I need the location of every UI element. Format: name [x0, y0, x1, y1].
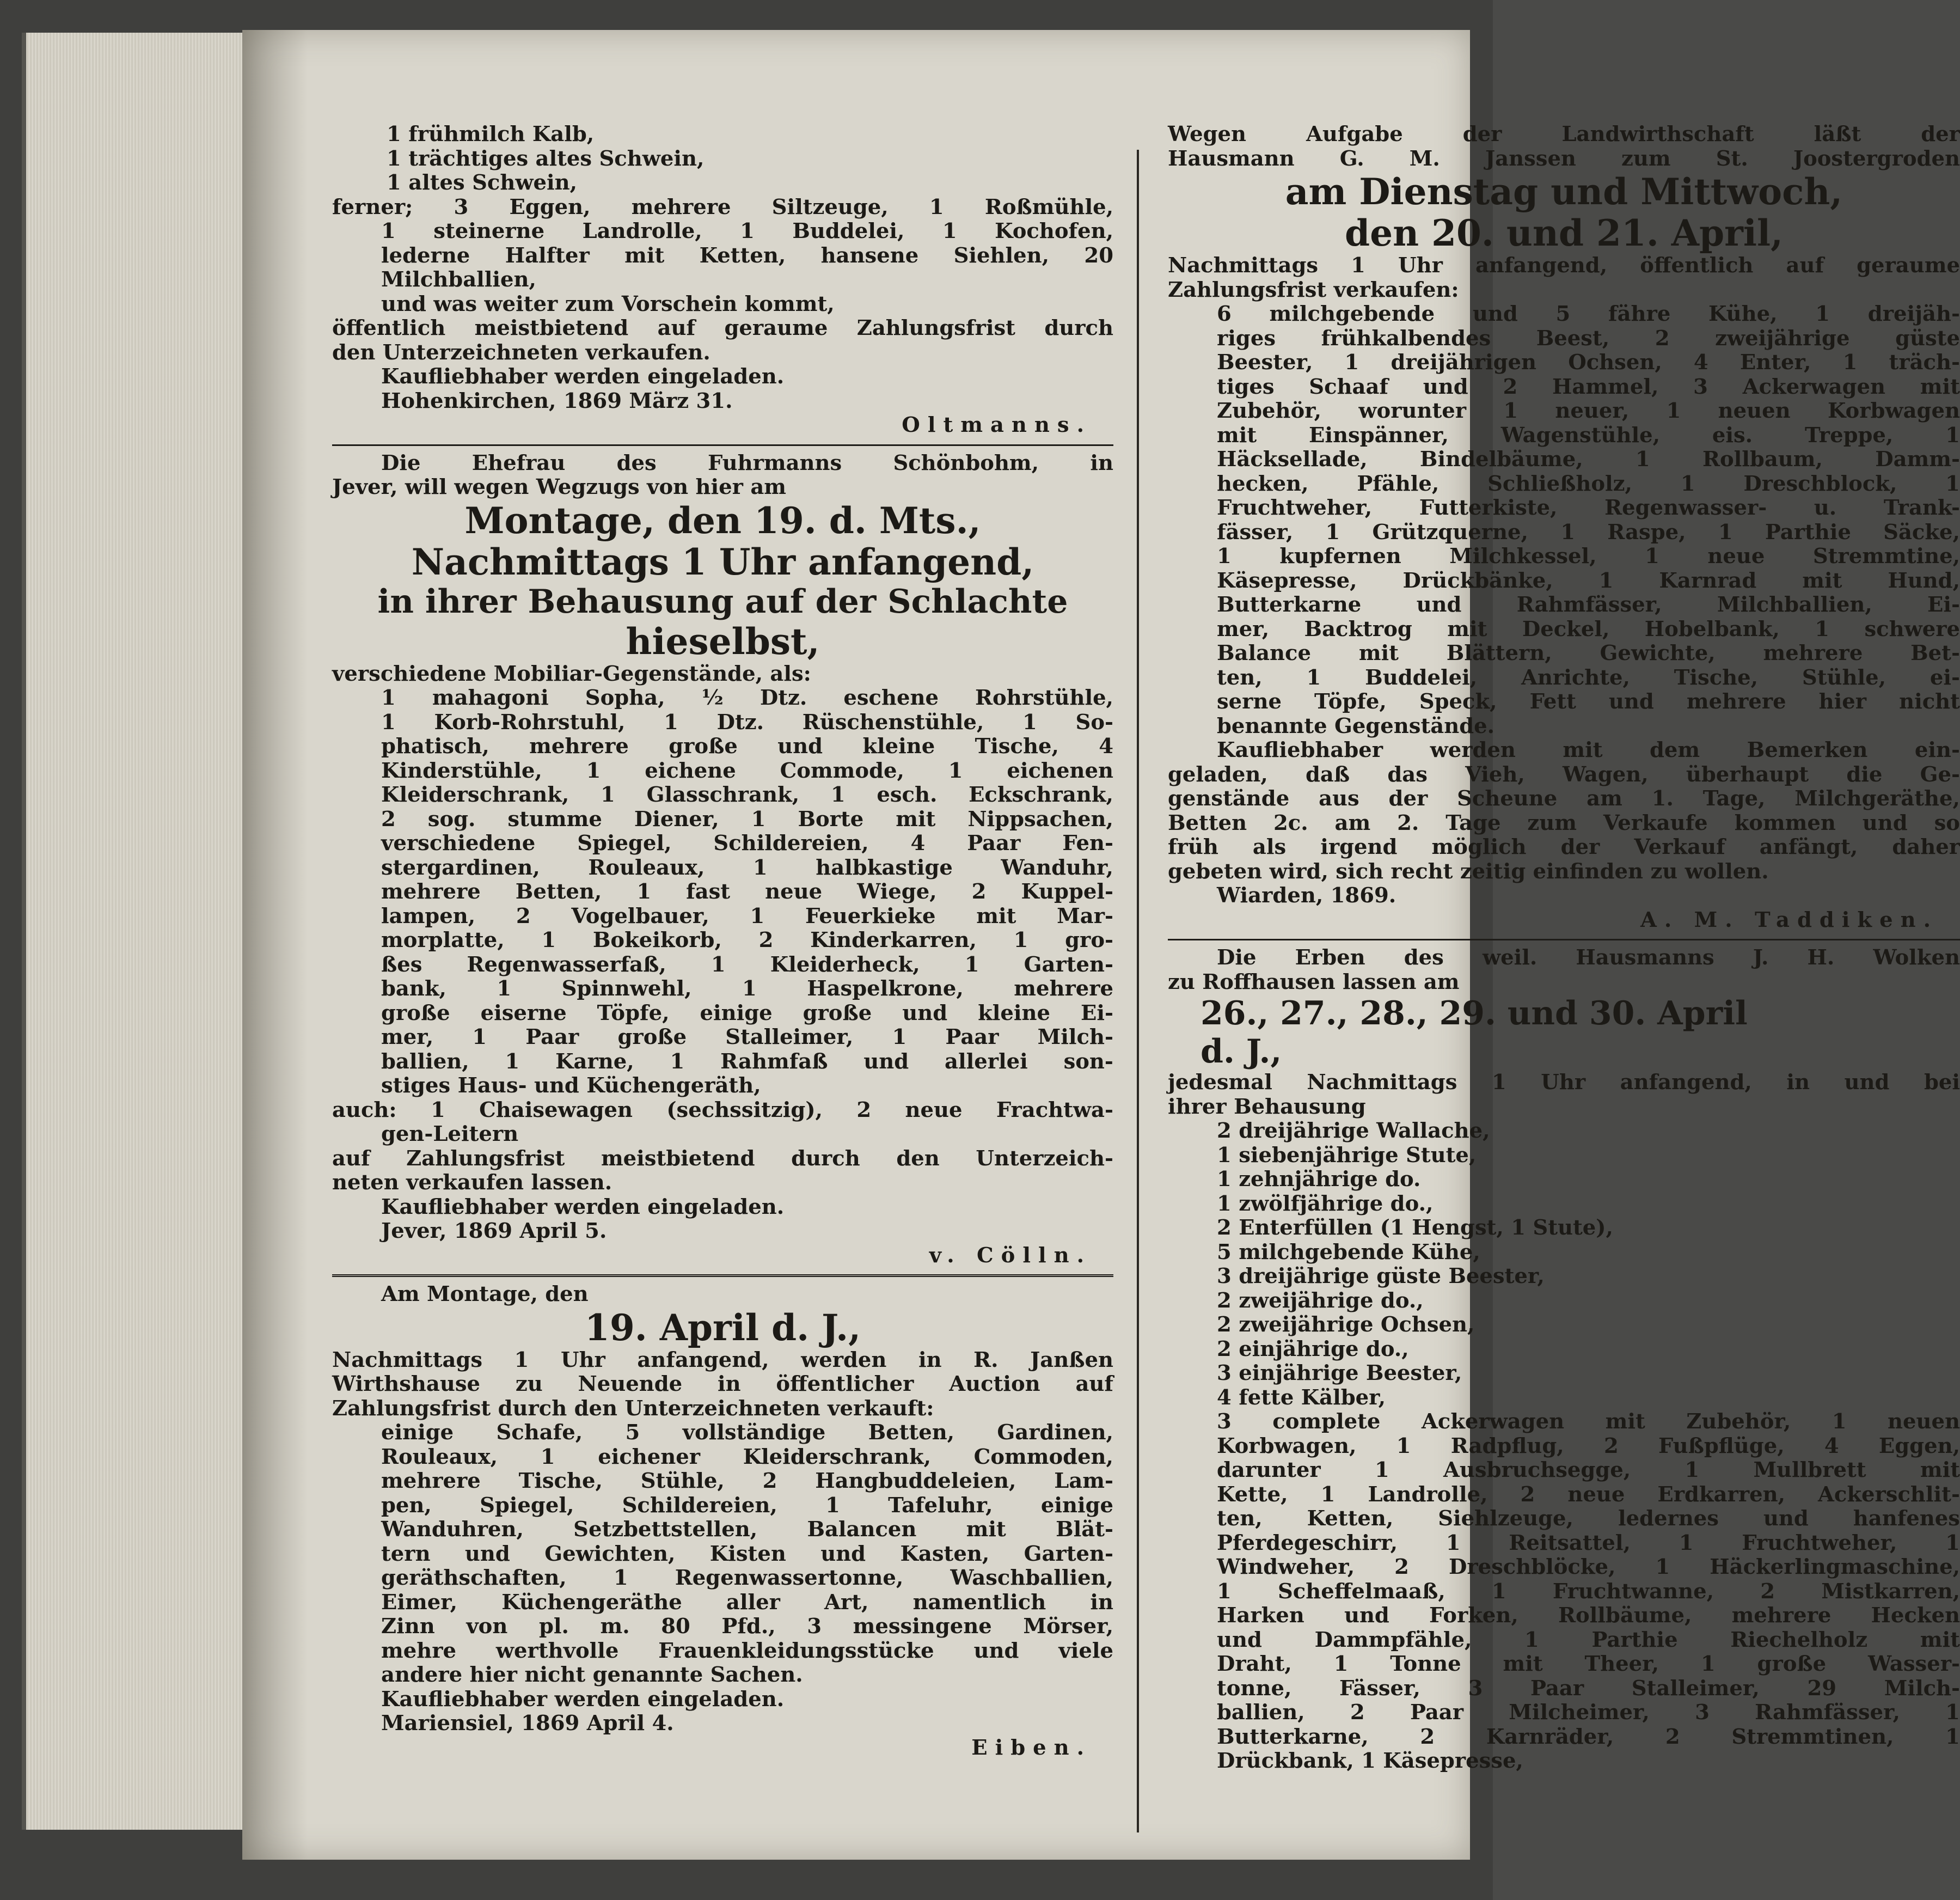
- text-line: Butterkarne, 2 Karnräder, 2 Stremmtinen, 1: [1217, 1724, 1960, 1749]
- text-line: auf Zahlungsfrist meistbietend durch den Unterzeich-: [332, 1146, 1113, 1171]
- text-line: Nachmittags 1 Uhr anfangend, werden in R. Janßen: [332, 1347, 1113, 1372]
- text-line: 1 steinerne Landrolle, 1 Buddelei, 1 Kochofen,: [381, 219, 1113, 243]
- ad-heading: Nachmittags 1 Uhr anfangend,: [411, 540, 1034, 583]
- text-line: Jever, will wegen Wegzugs von hier am: [332, 475, 787, 499]
- text-line: Hausmann G. M. Janssen zum St. Joostergroden: [1168, 146, 1960, 171]
- text-line: den Unterzeichneten verkaufen.: [332, 340, 710, 365]
- text-line: pen, Spiegel, Schildereien, 1 Tafeluhr, einige: [381, 1493, 1113, 1518]
- text-line: ten, Ketten, Siehlzeuge, ledernes und hanfenes: [1217, 1506, 1960, 1531]
- ad-heading: den 20. und 21. April,: [1344, 212, 1784, 254]
- text-line: einige Schafe, 5 vollständige Betten, Gardinen,: [381, 1420, 1113, 1445]
- text-line: 2 zweijährige do.,: [1217, 1288, 1424, 1313]
- left-column: [332, 123, 1113, 1760]
- text-line: tonne, Fässer, 3 Paar Stalleimer, 29 Milch-: [1217, 1676, 1960, 1701]
- ad-eiben: [332, 1282, 1113, 1760]
- signature: v. Cölln.: [929, 1243, 1092, 1268]
- text-line: jedesmal Nachmittags 1 Uhr anfangend, in und bei: [1168, 1070, 1960, 1095]
- text-line: phatisch, mehrere große und kleine Tische, 4: [381, 734, 1113, 759]
- ad-oltmanns: [332, 123, 1113, 438]
- text-line: Rouleaux, 1 eichener Kleiderschrank, Commoden,: [381, 1444, 1113, 1469]
- text-line: gebeten wird, sich recht zeitig einfinden zu wollen.: [1168, 859, 1769, 884]
- text-line: Kaufliebhaber werden eingeladen.: [381, 1687, 785, 1712]
- text-line: mehrere Betten, 1 fast neue Wiege, 2 Kuppel-: [381, 879, 1113, 904]
- text-line: Fruchtweher, Futterkiste, Regenwasser- u. Trank-: [1217, 496, 1960, 520]
- text-line: bank, 1 Spinnwehl, 1 Haspelkrone, mehrere: [381, 976, 1113, 1001]
- text-line: 1 Scheffelmaaß, 1 Fruchtwanne, 2 Mistkarren,: [1217, 1579, 1960, 1604]
- text-line: ferner; 3 Eggen, mehrere Siltzeuge, 1 Roßmühle,: [332, 194, 1113, 219]
- signature: A. M. Taddiken.: [1640, 907, 1938, 932]
- text-line: genstände aus der Scheune am 1. Tage, Milchgeräthe,: [1168, 786, 1960, 811]
- text-line: Zinn von pl. m. 80 Pfd., 3 messingene Mörser,: [381, 1614, 1113, 1639]
- text-line: Wirthshause zu Neuende in öffentlicher Auction auf: [332, 1372, 1113, 1396]
- text-line: Beester, 1 dreijährigen Ochsen, 4 Enter, 1 träch-: [1217, 350, 1960, 375]
- text-line: Milchballien,: [381, 267, 536, 292]
- text-line: stiges Haus- und Küchengeräth,: [381, 1073, 761, 1098]
- text-line: hecken, Pfähle, Schließholz, 1 Dreschblock, 1: [1217, 471, 1960, 496]
- text-line: und Dammpfähle, 1 Parthie Riechelholz mit: [1217, 1627, 1960, 1652]
- text-line: tern und Gewichten, Kisten und Kasten, Garten-: [381, 1541, 1113, 1566]
- ad-heading: in ihrer Behausung auf der Schlachte: [377, 582, 1068, 621]
- text-line: Balance mit Blättern, Gewichte, mehrere Bet-: [1217, 641, 1960, 665]
- ad-schoenbohm: [332, 451, 1113, 1268]
- text-line: ihrer Behausung: [1168, 1094, 1366, 1119]
- text-line: Kinderstühle, 1 eichene Commode, 1 eichenen: [381, 758, 1113, 783]
- ad-divider: [332, 444, 1113, 446]
- text-line: große eiserne Töpfe, einige große und kleine Ei-: [381, 1000, 1113, 1025]
- text-line: Am Montage, den: [381, 1282, 589, 1306]
- text-line: 2 sog. stumme Diener, 1 Borte mit Nippsachen,: [381, 807, 1113, 832]
- text-line: 2 Enterfüllen (1 Hengst, 1 Stute),: [1217, 1215, 1613, 1240]
- text-line: Windweher, 2 Dreschblöcke, 1 Häckerlingmaschine,: [1217, 1555, 1960, 1579]
- right-column: [1168, 123, 1960, 1774]
- text-line: 1 mahagoni Sopha, ½ Dtz. eschene Rohrstühle,: [381, 686, 1113, 710]
- text-line: gen-Leitern: [381, 1122, 519, 1146]
- ad-janssen: [1168, 123, 1960, 932]
- text-line: Hohenkirchen, 1869 März 31.: [381, 388, 733, 413]
- text-line: andere hier nicht genannte Sachen.: [381, 1663, 803, 1687]
- text-line: Mariensiel, 1869 April 4.: [381, 1711, 674, 1736]
- text-line: mer, 1 Paar große Stalleimer, 1 Paar Milch-: [381, 1025, 1113, 1049]
- text-line: Wiarden, 1869.: [1217, 883, 1396, 908]
- ad-divider: [332, 1274, 1113, 1277]
- text-line: verschiedene Spiegel, Schildereien, 4 Paar Fen-: [381, 831, 1113, 856]
- text-line: stergardinen, Rouleaux, 1 halbkastige Wanduhr,: [381, 855, 1113, 880]
- text-line: 2 einjährige do.,: [1217, 1336, 1409, 1361]
- book-page-edges: [22, 33, 255, 1830]
- text-line: mehre werthvolle Frauenkleidungsstücke und viele: [381, 1638, 1113, 1663]
- text-line: lampen, 2 Vogelbauer, 1 Feuerkieke mit Mar-: [381, 903, 1113, 928]
- text-line: Wegen Aufgabe der Landwirthschaft läßt der: [1168, 122, 1960, 146]
- ad-heading: 19. April d. J.,: [584, 1306, 861, 1349]
- text-line: darunter 1 Ausbruchsegge, 1 Mullbrett mit: [1217, 1458, 1960, 1482]
- text-line: geladen, daß das Vieh, Wagen, überhaupt die Ge-: [1168, 762, 1960, 787]
- text-line: Drückbank, 1 Käsepresse,: [1217, 1749, 1523, 1773]
- text-line: serne Töpfe, Speck, Fett und mehrere hier nicht: [1217, 689, 1960, 714]
- text-line: Kleiderschrank, 1 Glasschrank, 1 esch. Eckschrank,: [381, 783, 1113, 807]
- text-line: Butterkarne und Rahmfässer, Milchballien, Ei-: [1217, 592, 1960, 617]
- text-line: ballien, 1 Karne, 1 Rahmfaß und allerlei son-: [381, 1049, 1113, 1074]
- text-line: früh als irgend möglich der Verkauf anfängt, daher: [1168, 835, 1960, 859]
- text-line: und was weiter zum Vorschein kommt,: [381, 291, 835, 316]
- ad-heading: hieselbst,: [626, 620, 820, 663]
- text-line: lederne Halfter mit Ketten, hansene Siehlen, 20: [381, 243, 1113, 268]
- text-line: Jever, 1869 April 5.: [381, 1219, 607, 1243]
- text-line: neten verkaufen lassen.: [332, 1170, 612, 1195]
- text-line: ßes Regenwasserfaß, 1 Kleiderheck, 1 Garten-: [381, 952, 1113, 977]
- text-line: ballien, 2 Paar Milcheimer, 3 Rahmfässer, 1: [1217, 1700, 1960, 1725]
- ad-divider: [1168, 939, 1960, 940]
- text-line: Kaufliebhaber werden mit dem Bemerken ein-: [1217, 738, 1960, 762]
- text-line: mehrere Tische, Stühle, 2 Hangbuddeleien, Lam-: [381, 1469, 1113, 1493]
- text-line: Käsepresse, Drückbänke, 1 Karnrad mit Hund,: [1217, 568, 1960, 593]
- text-line: 1 trächtiges altes Schwein,: [387, 146, 705, 171]
- text-line: 1 siebenjährige Stute,: [1217, 1143, 1477, 1168]
- ad-heading: d. J.,: [1200, 1033, 1282, 1071]
- text-line: 3 einjährige Beester,: [1217, 1361, 1462, 1385]
- column-separator: [1137, 150, 1139, 1832]
- text-line: 3 dreijährige güste Beester,: [1217, 1264, 1545, 1288]
- ad-heading: am Dienstag und Mittwoch,: [1285, 170, 1843, 213]
- text-line: zu Roffhausen lassen am: [1168, 969, 1460, 994]
- text-line: Betten 2c. am 2. Tage zum Verkaufe kommen und so: [1168, 810, 1960, 835]
- text-line: 4 fette Kälber,: [1217, 1385, 1386, 1410]
- text-line: 1 altes Schwein,: [387, 170, 578, 195]
- text-line: 6 milchgebende und 5 fähre Kühe, 1 dreijäh-: [1217, 302, 1960, 326]
- text-line: Kette, 1 Landrolle, 2 neue Erdkarren, Ackerschlit-: [1217, 1482, 1960, 1507]
- text-line: riges frühkalbendes Beest, 2 zweijährige güste: [1217, 326, 1960, 351]
- text-line: mer, Backtrog mit Deckel, Hobelbank, 1 schwere: [1217, 616, 1960, 642]
- ad-heading: 26., 27., 28., 29. und 30. April: [1200, 994, 1748, 1033]
- text-line: Die Ehefrau des Fuhrmanns Schönbohm, in: [381, 450, 1113, 475]
- text-line: Zahlungsfrist verkaufen:: [1168, 277, 1459, 302]
- text-line: Häcksellade, Bindelbäume, 1 Rollbaum, Damm-: [1217, 447, 1960, 472]
- text-line: 2 dreijährige Wallache,: [1217, 1119, 1490, 1143]
- text-line: morplatte, 1 Bokeikorb, 2 Kinderkarren, 1 gro-: [381, 928, 1113, 952]
- text-line: fässer, 1 Grützquerne, 1 Raspe, 1 Parthie Säcke,: [1217, 520, 1960, 545]
- text-line: auch: 1 Chaisewagen (sechssitzig), 2 neue Frachtwa-: [332, 1097, 1113, 1122]
- text-line: Harken und Forken, Rollbäume, mehrere Hecken: [1217, 1603, 1960, 1628]
- text-line: ten, 1 Buddelei, Anrichte, Tische, Stühle, ei-: [1217, 665, 1960, 690]
- text-line: 3 complete Ackerwagen mit Zubehör, 1 neuen: [1217, 1409, 1960, 1434]
- ad-heading: Montage, den 19. d. Mts.,: [464, 499, 981, 542]
- text-line: Zahlungsfrist durch den Unterzeichneten verkauft:: [332, 1396, 934, 1421]
- text-line: 1 frühmilch Kalb,: [387, 122, 595, 146]
- text-line: 1 zehnjährige do.: [1217, 1167, 1421, 1192]
- text-line: 1 Korb-Rohrstuhl, 1 Dtz. Rüschenstühle, 1 So-: [381, 710, 1113, 735]
- text-line: Eimer, Küchengeräthe aller Art, namentlich in: [381, 1590, 1113, 1615]
- text-line: Zubehör, worunter 1 neuer, 1 neuen Korbwagen: [1217, 399, 1960, 423]
- text-line: Nachmittags 1 Uhr anfangend, öffentlich auf geraume: [1168, 253, 1960, 278]
- text-line: Kaufliebhaber werden eingeladen.: [381, 1194, 785, 1219]
- text-line: 1 kupfernen Milchkessel, 1 neue Stremmtine,: [1217, 544, 1960, 569]
- text-line: benannte Gegenstände.: [1217, 713, 1495, 738]
- text-line: Korbwagen, 1 Radpflug, 2 Fußpflüge, 4 Eggen,: [1217, 1433, 1960, 1458]
- text-line: geräthschaften, 1 Regenwassertonne, Waschballien,: [381, 1566, 1113, 1590]
- text-line: 1 zwölfjährige do.,: [1217, 1191, 1434, 1216]
- text-line: verschiedene Mobiliar-Gegenstände, als:: [332, 661, 811, 686]
- text-line: Pferdegeschirr, 1 Reitsattel, 1 Fruchtweher, 1: [1217, 1530, 1960, 1555]
- text-line: Wanduhren, Setzbettstellen, Balancen mit Blät-: [381, 1517, 1113, 1542]
- ad-wolken: [1168, 946, 1960, 1774]
- text-line: öffentlich meistbietend auf geraume Zahlungsfrist durch: [332, 316, 1113, 340]
- text-line: Kaufliebhaber werden eingeladen.: [381, 364, 785, 389]
- text-line: mit Einspänner, Wagenstühle, eis. Treppe, 1: [1217, 423, 1960, 448]
- text-line: tiges Schaaf und 2 Hammel, 3 Ackerwagen mit: [1217, 374, 1960, 399]
- text-line: 2 zweijährige Ochsen,: [1217, 1312, 1475, 1337]
- signature: Eiben.: [971, 1735, 1092, 1760]
- newspaper-page: [242, 30, 1960, 1860]
- text-line: Draht, 1 Tonne mit Theer, 1 große Wasser-: [1217, 1652, 1960, 1676]
- signature: Oltmanns.: [902, 413, 1092, 437]
- text-line: Die Erben des weil. Hausmanns J. H. Wolken: [1217, 945, 1960, 970]
- text-line: 5 milchgebende Kühe,: [1217, 1239, 1480, 1264]
